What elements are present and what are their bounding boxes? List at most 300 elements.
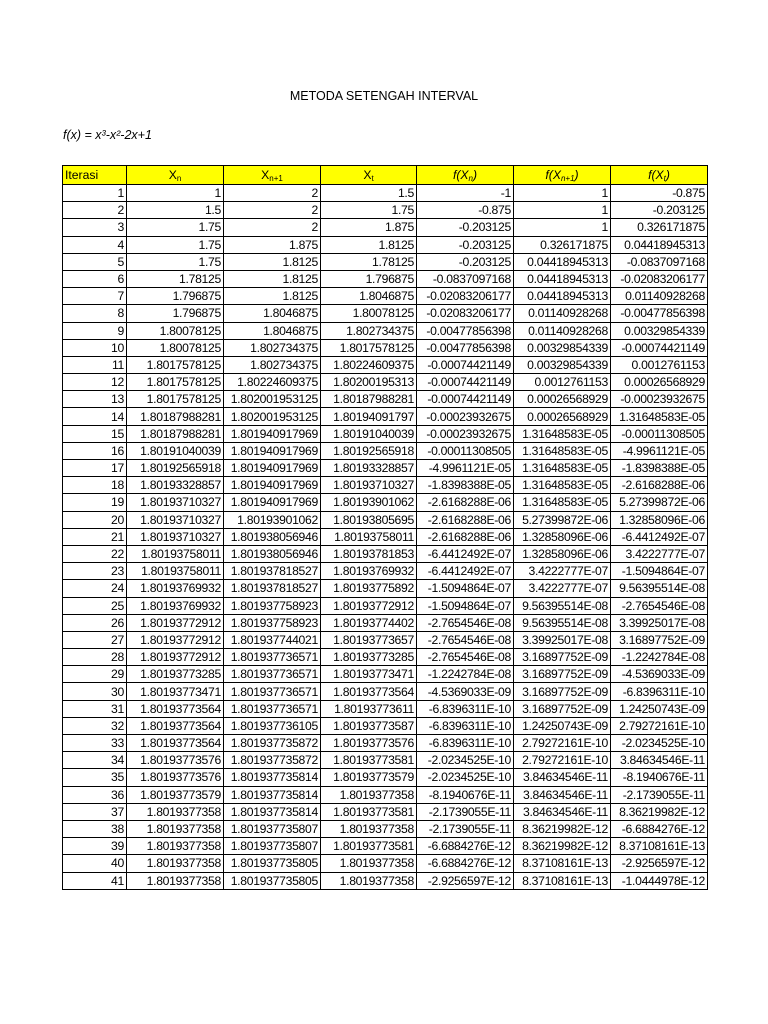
fxn1-cell: 1 <box>514 202 611 219</box>
xn1-cell: 1.801937758923 <box>224 614 321 631</box>
iterasi-cell: 1 <box>63 185 127 202</box>
xn-cell: 1.8017578125 <box>127 374 224 391</box>
header-xn1: $X_{n+1}$ <box>224 166 321 185</box>
fxn1-cell: 8.36219982E-12 <box>514 838 611 855</box>
xn-cell: 1.5 <box>127 202 224 219</box>
fxt-cell: -0.00011308505 <box>611 425 708 442</box>
fxn1-cell: 3.16897752E-09 <box>514 649 611 666</box>
table-row <box>63 442 708 459</box>
fxt-cell: 1.32858096E-06 <box>611 511 708 528</box>
fxt-cell: -4.9961121E-05 <box>611 442 708 459</box>
fxn-cell: -6.4412492E-07 <box>417 563 514 580</box>
xn-cell: 1.8019377358 <box>127 803 224 820</box>
fxt-cell: 8.36219982E-12 <box>611 803 708 820</box>
fxn1-cell: 9.56395514E-08 <box>514 614 611 631</box>
iterasi-cell: 16 <box>63 442 127 459</box>
fxn1-cell: 3.4222777E-07 <box>514 580 611 597</box>
xt-cell: 1.80224609375 <box>321 356 417 373</box>
fxn-cell: -6.6884276E-12 <box>417 855 514 872</box>
fxn1-cell: 0.01140928268 <box>514 322 611 339</box>
fxn-cell: -0.00023932675 <box>417 425 514 442</box>
xt-cell: 1.80193773579 <box>321 769 417 786</box>
xt-cell: 1.80193901062 <box>321 494 417 511</box>
xn-cell: 1.80193758011 <box>127 563 224 580</box>
xt-cell: 1.80193758011 <box>321 528 417 545</box>
xt-cell: 1.802734375 <box>321 322 417 339</box>
fxn1-cell: 3.4222777E-07 <box>514 563 611 580</box>
iterasi-cell: 8 <box>63 305 127 322</box>
fxn1-cell: 1.24250743E-09 <box>514 717 611 734</box>
table-row <box>63 202 708 219</box>
xn-cell: 1.80193769932 <box>127 580 224 597</box>
fxn1-cell: 8.37108161E-13 <box>514 855 611 872</box>
xn-cell: 1.80193773564 <box>127 717 224 734</box>
header-fxt: $f(X_t)$ <box>611 166 708 185</box>
fxt-cell: 8.37108161E-13 <box>611 838 708 855</box>
xn-cell: 1.796875 <box>127 288 224 305</box>
xn1-cell: 1.802734375 <box>224 356 321 373</box>
table-row <box>63 666 708 683</box>
fxn-cell: -0.00074421149 <box>417 356 514 373</box>
iterasi-cell: 40 <box>63 855 127 872</box>
fxn1-cell: 3.16897752E-09 <box>514 666 611 683</box>
fxn1-cell: 1.31648583E-05 <box>514 442 611 459</box>
xn-cell: 1.75 <box>127 219 224 236</box>
table-row <box>63 339 708 356</box>
fxn1-cell: 3.16897752E-09 <box>514 683 611 700</box>
fxt-cell: -2.9256597E-12 <box>611 855 708 872</box>
page-title: METODA SETENGAH INTERVAL <box>289 89 479 103</box>
table-row <box>63 700 708 717</box>
xt-cell: 1.80193773564 <box>321 683 417 700</box>
header-xn: $X_n$ <box>127 166 224 185</box>
fxn1-cell: 1.31648583E-05 <box>514 460 611 477</box>
fxn-cell: -0.00074421149 <box>417 391 514 408</box>
xt-cell: 1.5 <box>321 185 417 202</box>
xn1-cell: 1.801937735805 <box>224 872 321 889</box>
header-xt: $X_t$ <box>321 166 417 185</box>
fxn1-cell: 0.04418945313 <box>514 270 611 287</box>
xn1-cell: 1.801938056946 <box>224 528 321 545</box>
xn1-cell: 1.801940917969 <box>224 494 321 511</box>
iterasi-cell: 30 <box>63 683 127 700</box>
iterasi-cell: 15 <box>63 425 127 442</box>
fxn-cell: -0.203125 <box>417 253 514 270</box>
table-row <box>63 528 708 545</box>
xn-cell: 1.80193773285 <box>127 666 224 683</box>
xt-cell: 1.796875 <box>321 270 417 287</box>
xn-cell: 1.80193710327 <box>127 511 224 528</box>
xn1-cell: 1.801937735814 <box>224 803 321 820</box>
fxn-cell: -2.6168288E-06 <box>417 528 514 545</box>
table-row <box>63 511 708 528</box>
xn-cell: 1.75 <box>127 236 224 253</box>
xn1-cell: 1.801940917969 <box>224 477 321 494</box>
iterasi-cell: 3 <box>63 219 127 236</box>
xt-cell: 1.75 <box>321 202 417 219</box>
xn-cell: 1.80078125 <box>127 339 224 356</box>
xt-cell: 1.80193773581 <box>321 838 417 855</box>
fxn1-cell: 1.32858096E-06 <box>514 545 611 562</box>
iterasi-cell: 31 <box>63 700 127 717</box>
xn1-cell: 1.801937735872 <box>224 735 321 752</box>
xt-cell: 1.80193805695 <box>321 511 417 528</box>
xn-cell: 1.80187988281 <box>127 425 224 442</box>
xn1-cell: 1.80193901062 <box>224 511 321 528</box>
xn1-cell: 1.802001953125 <box>224 391 321 408</box>
xt-cell: 1.80187988281 <box>321 391 417 408</box>
iterasi-cell: 21 <box>63 528 127 545</box>
xn-cell: 1.80193710327 <box>127 494 224 511</box>
iterasi-cell: 26 <box>63 614 127 631</box>
xn-cell: 1.8019377358 <box>127 872 224 889</box>
xn-cell: 1.80193772912 <box>127 614 224 631</box>
fxt-cell: 2.79272161E-10 <box>611 717 708 734</box>
table-row <box>63 717 708 734</box>
fxn1-cell: 1.31648583E-05 <box>514 477 611 494</box>
fxn1-cell: 3.16897752E-09 <box>514 700 611 717</box>
fxn1-cell: 0.00026568929 <box>514 391 611 408</box>
table-row <box>63 288 708 305</box>
xt-cell: 1.80193769932 <box>321 563 417 580</box>
fxn-cell: -0.02083206177 <box>417 305 514 322</box>
xn1-cell: 1.8046875 <box>224 322 321 339</box>
iterasi-cell: 28 <box>63 649 127 666</box>
header-fxn: $f(X_n)$ <box>417 166 514 185</box>
table-row <box>63 322 708 339</box>
table-row <box>63 803 708 820</box>
xn1-cell: 1.801937735807 <box>224 838 321 855</box>
iterasi-cell: 2 <box>63 202 127 219</box>
fxn-cell: -4.9961121E-05 <box>417 460 514 477</box>
fxn1-cell: 0.01140928268 <box>514 305 611 322</box>
table-row <box>63 391 708 408</box>
xn1-cell: 1.801940917969 <box>224 442 321 459</box>
iterasi-cell: 22 <box>63 545 127 562</box>
iterasi-cell: 20 <box>63 511 127 528</box>
table-row <box>63 786 708 803</box>
xn-cell: 1.80078125 <box>127 322 224 339</box>
xn1-cell: 1.801937735814 <box>224 769 321 786</box>
xt-cell: 1.80193773471 <box>321 666 417 683</box>
fxn-cell: -0.875 <box>417 202 514 219</box>
xn1-cell: 1.8046875 <box>224 305 321 322</box>
xn-cell: 1.80192565918 <box>127 460 224 477</box>
fxn-cell: -2.6168288E-06 <box>417 494 514 511</box>
xn1-cell: 1.801937736571 <box>224 700 321 717</box>
xn-cell: 1.80193773564 <box>127 735 224 752</box>
xt-cell: 1.80193773576 <box>321 735 417 752</box>
fxn-cell: -0.00477856398 <box>417 322 514 339</box>
fxn-cell: -1.2242784E-08 <box>417 666 514 683</box>
fxn-cell: -6.8396311E-10 <box>417 717 514 734</box>
fxn-cell: -4.5369033E-09 <box>417 683 514 700</box>
table-row <box>63 270 708 287</box>
iterasi-cell: 5 <box>63 253 127 270</box>
xn1-cell: 1.801937736571 <box>224 649 321 666</box>
fxt-cell: -1.5094864E-07 <box>611 563 708 580</box>
fxt-cell: 0.01140928268 <box>611 288 708 305</box>
table-row <box>63 683 708 700</box>
fxt-cell: -2.1739055E-11 <box>611 786 708 803</box>
fxn-cell: -1.5094864E-07 <box>417 597 514 614</box>
xn1-cell: 1.801937736571 <box>224 666 321 683</box>
xt-cell: 1.80192565918 <box>321 442 417 459</box>
xt-cell: 1.78125 <box>321 253 417 270</box>
iterasi-cell: 27 <box>63 631 127 648</box>
fxt-cell: -4.5369033E-09 <box>611 666 708 683</box>
xt-cell: 1.80193773581 <box>321 752 417 769</box>
xn-cell: 1 <box>127 185 224 202</box>
xn1-cell: 1.801937818527 <box>224 580 321 597</box>
fxt-cell: 1.31648583E-05 <box>611 408 708 425</box>
iterasi-cell: 38 <box>63 820 127 837</box>
iterasi-cell: 11 <box>63 356 127 373</box>
xn1-cell: 2 <box>224 202 321 219</box>
xt-cell: 1.8019377358 <box>321 786 417 803</box>
table-row <box>63 597 708 614</box>
xt-cell: 1.80193773657 <box>321 631 417 648</box>
xn-cell: 1.8019377358 <box>127 838 224 855</box>
iterasi-cell: 9 <box>63 322 127 339</box>
fxn1-cell: 1 <box>514 185 611 202</box>
xt-cell: 1.80200195313 <box>321 374 417 391</box>
xn1-cell: 1.801937736105 <box>224 717 321 734</box>
xn-cell: 1.75 <box>127 253 224 270</box>
xn-cell: 1.80193773576 <box>127 752 224 769</box>
xn-cell: 1.80193769932 <box>127 597 224 614</box>
iterasi-cell: 18 <box>63 477 127 494</box>
fxt-cell: -2.7654546E-08 <box>611 597 708 614</box>
fxt-cell: 3.39925017E-08 <box>611 614 708 631</box>
xt-cell: 1.80193772912 <box>321 597 417 614</box>
xt-cell: 1.8125 <box>321 236 417 253</box>
fxt-cell: 3.16897752E-09 <box>611 631 708 648</box>
fxt-cell: 3.4222777E-07 <box>611 545 708 562</box>
fxn1-cell: 0.326171875 <box>514 236 611 253</box>
fxt-cell: -1.0444978E-12 <box>611 872 708 889</box>
table-row <box>63 477 708 494</box>
fxn-cell: -1.8398388E-05 <box>417 477 514 494</box>
header-row <box>63 166 708 185</box>
function-formula: f(x) = x³-x²-2x+1 <box>63 128 152 142</box>
fxn1-cell: 1 <box>514 219 611 236</box>
fxn-cell: -1.5094864E-07 <box>417 580 514 597</box>
xn1-cell: 1.802001953125 <box>224 408 321 425</box>
table-row <box>63 614 708 631</box>
iterasi-cell: 7 <box>63 288 127 305</box>
xt-cell: 1.80193773581 <box>321 803 417 820</box>
iterasi-cell: 36 <box>63 786 127 803</box>
xt-cell: 1.8017578125 <box>321 339 417 356</box>
xn-cell: 1.80193773579 <box>127 786 224 803</box>
iterasi-cell: 33 <box>63 735 127 752</box>
xn-cell: 1.80193710327 <box>127 528 224 545</box>
table-row <box>63 356 708 373</box>
fxt-cell: 0.326171875 <box>611 219 708 236</box>
xt-cell: 1.80193773285 <box>321 649 417 666</box>
iterasi-cell: 6 <box>63 270 127 287</box>
iterasi-cell: 13 <box>63 391 127 408</box>
xn-cell: 1.80193772912 <box>127 649 224 666</box>
fxn1-cell: 0.04418945313 <box>514 253 611 270</box>
xn-cell: 1.80193773471 <box>127 683 224 700</box>
fxn-cell: -0.00023932675 <box>417 408 514 425</box>
table-row <box>63 305 708 322</box>
xn-cell: 1.80191040039 <box>127 442 224 459</box>
fxn1-cell: 8.36219982E-12 <box>514 820 611 837</box>
table-row <box>63 872 708 889</box>
xt-cell: 1.8019377358 <box>321 872 417 889</box>
fxn1-cell: 0.00026568929 <box>514 408 611 425</box>
fxt-cell: -6.4412492E-07 <box>611 528 708 545</box>
xt-cell: 1.80194091797 <box>321 408 417 425</box>
fxn1-cell: 3.39925017E-08 <box>514 631 611 648</box>
iterasi-cell: 32 <box>63 717 127 734</box>
xn1-cell: 1.8125 <box>224 288 321 305</box>
table-row <box>63 752 708 769</box>
fxn-cell: -2.9256597E-12 <box>417 872 514 889</box>
iterasi-cell: 19 <box>63 494 127 511</box>
xn1-cell: 1.8125 <box>224 270 321 287</box>
fxt-cell: -0.0837097168 <box>611 253 708 270</box>
xn1-cell: 1.80224609375 <box>224 374 321 391</box>
table-row <box>63 460 708 477</box>
xt-cell: 1.80193710327 <box>321 477 417 494</box>
xn-cell: 1.8019377358 <box>127 855 224 872</box>
fxt-cell: 5.27399872E-06 <box>611 494 708 511</box>
fxt-cell: 0.04418945313 <box>611 236 708 253</box>
xt-cell: 1.80193775892 <box>321 580 417 597</box>
header-iterasi: Iterasi <box>63 166 127 185</box>
xn-cell: 1.8019377358 <box>127 820 224 837</box>
xn-cell: 1.796875 <box>127 305 224 322</box>
header-fxn1: $f(X_{n+1})$ <box>514 166 611 185</box>
fxn-cell: -0.02083206177 <box>417 288 514 305</box>
xn-cell: 1.80193773564 <box>127 700 224 717</box>
xn1-cell: 1.801937735872 <box>224 752 321 769</box>
fxn-cell: -0.203125 <box>417 219 514 236</box>
iterasi-cell: 23 <box>63 563 127 580</box>
table-row <box>63 838 708 855</box>
xt-cell: 1.80078125 <box>321 305 417 322</box>
table-row <box>63 425 708 442</box>
fxn1-cell: 3.84634546E-11 <box>514 769 611 786</box>
xt-cell: 1.8019377358 <box>321 820 417 837</box>
fxn-cell: -8.1940676E-11 <box>417 786 514 803</box>
xt-cell: 1.80193328857 <box>321 460 417 477</box>
xn1-cell: 1.801940917969 <box>224 460 321 477</box>
fxt-cell: 1.24250743E-09 <box>611 700 708 717</box>
table-body <box>63 185 708 890</box>
xn1-cell: 2 <box>224 219 321 236</box>
table-row <box>63 253 708 270</box>
xn1-cell: 1.801937735805 <box>224 855 321 872</box>
fxn-cell: -2.7654546E-08 <box>417 631 514 648</box>
fxn1-cell: 5.27399872E-06 <box>514 511 611 528</box>
xn1-cell: 1.801940917969 <box>224 425 321 442</box>
xn-cell: 1.80193772912 <box>127 631 224 648</box>
iterasi-cell: 41 <box>63 872 127 889</box>
fxn-cell: -0.0837097168 <box>417 270 514 287</box>
iterasi-cell: 17 <box>63 460 127 477</box>
iterasi-cell: 12 <box>63 374 127 391</box>
fxn-cell: -2.6168288E-06 <box>417 511 514 528</box>
fxn-cell: -6.4412492E-07 <box>417 545 514 562</box>
fxt-cell: -2.0234525E-10 <box>611 735 708 752</box>
fxt-cell: -0.02083206177 <box>611 270 708 287</box>
xn1-cell: 1.801937735807 <box>224 820 321 837</box>
fxn1-cell: 1.32858096E-06 <box>514 528 611 545</box>
fxt-cell: -2.6168288E-06 <box>611 477 708 494</box>
fxn1-cell: 1.31648583E-05 <box>514 425 611 442</box>
iterasi-cell: 37 <box>63 803 127 820</box>
table-row <box>63 374 708 391</box>
xt-cell: 1.80193781853 <box>321 545 417 562</box>
xn-cell: 1.80193773576 <box>127 769 224 786</box>
iterasi-cell: 4 <box>63 236 127 253</box>
fxn-cell: -1 <box>417 185 514 202</box>
xt-cell: 1.875 <box>321 219 417 236</box>
table-row <box>63 649 708 666</box>
fxn-cell: -2.1739055E-11 <box>417 820 514 837</box>
fxt-cell: 3.84634546E-11 <box>611 752 708 769</box>
xt-cell: 1.80191040039 <box>321 425 417 442</box>
fxn-cell: -6.8396311E-10 <box>417 735 514 752</box>
xn1-cell: 2 <box>224 185 321 202</box>
fxt-cell: 0.0012761153 <box>611 356 708 373</box>
xt-cell: 1.80193773587 <box>321 717 417 734</box>
fxt-cell: -0.00477856398 <box>611 305 708 322</box>
table-row <box>63 855 708 872</box>
xn-cell: 1.80187988281 <box>127 408 224 425</box>
fxn1-cell: 1.31648583E-05 <box>514 494 611 511</box>
iterasi-cell: 24 <box>63 580 127 597</box>
xt-cell: 1.8019377358 <box>321 855 417 872</box>
xn1-cell: 1.801937818527 <box>224 563 321 580</box>
iterasi-cell: 29 <box>63 666 127 683</box>
fxn-cell: -6.8396311E-10 <box>417 700 514 717</box>
table-row <box>63 820 708 837</box>
fxt-cell: 0.00329854339 <box>611 322 708 339</box>
table-row <box>63 735 708 752</box>
table-row <box>63 236 708 253</box>
fxn1-cell: 8.37108161E-13 <box>514 872 611 889</box>
fxn-cell: -2.7654546E-08 <box>417 649 514 666</box>
fxt-cell: -6.6884276E-12 <box>611 820 708 837</box>
fxt-cell: -0.203125 <box>611 202 708 219</box>
xn-cell: 1.8017578125 <box>127 356 224 373</box>
iterasi-cell: 34 <box>63 752 127 769</box>
fxn1-cell: 2.79272161E-10 <box>514 735 611 752</box>
table-row <box>63 631 708 648</box>
xn1-cell: 1.801937736571 <box>224 683 321 700</box>
iterasi-cell: 25 <box>63 597 127 614</box>
xn1-cell: 1.8125 <box>224 253 321 270</box>
xn1-cell: 1.801937744021 <box>224 631 321 648</box>
fxn-cell: -0.00011308505 <box>417 442 514 459</box>
xn-cell: 1.8017578125 <box>127 391 224 408</box>
fxn1-cell: 9.56395514E-08 <box>514 597 611 614</box>
fxn1-cell: 3.84634546E-11 <box>514 786 611 803</box>
xn-cell: 1.78125 <box>127 270 224 287</box>
table-row <box>63 185 708 202</box>
xn1-cell: 1.875 <box>224 236 321 253</box>
fxn1-cell: 0.04418945313 <box>514 288 611 305</box>
fxn-cell: -0.203125 <box>417 236 514 253</box>
fxn1-cell: 0.00329854339 <box>514 356 611 373</box>
fxt-cell: 9.56395514E-08 <box>611 580 708 597</box>
